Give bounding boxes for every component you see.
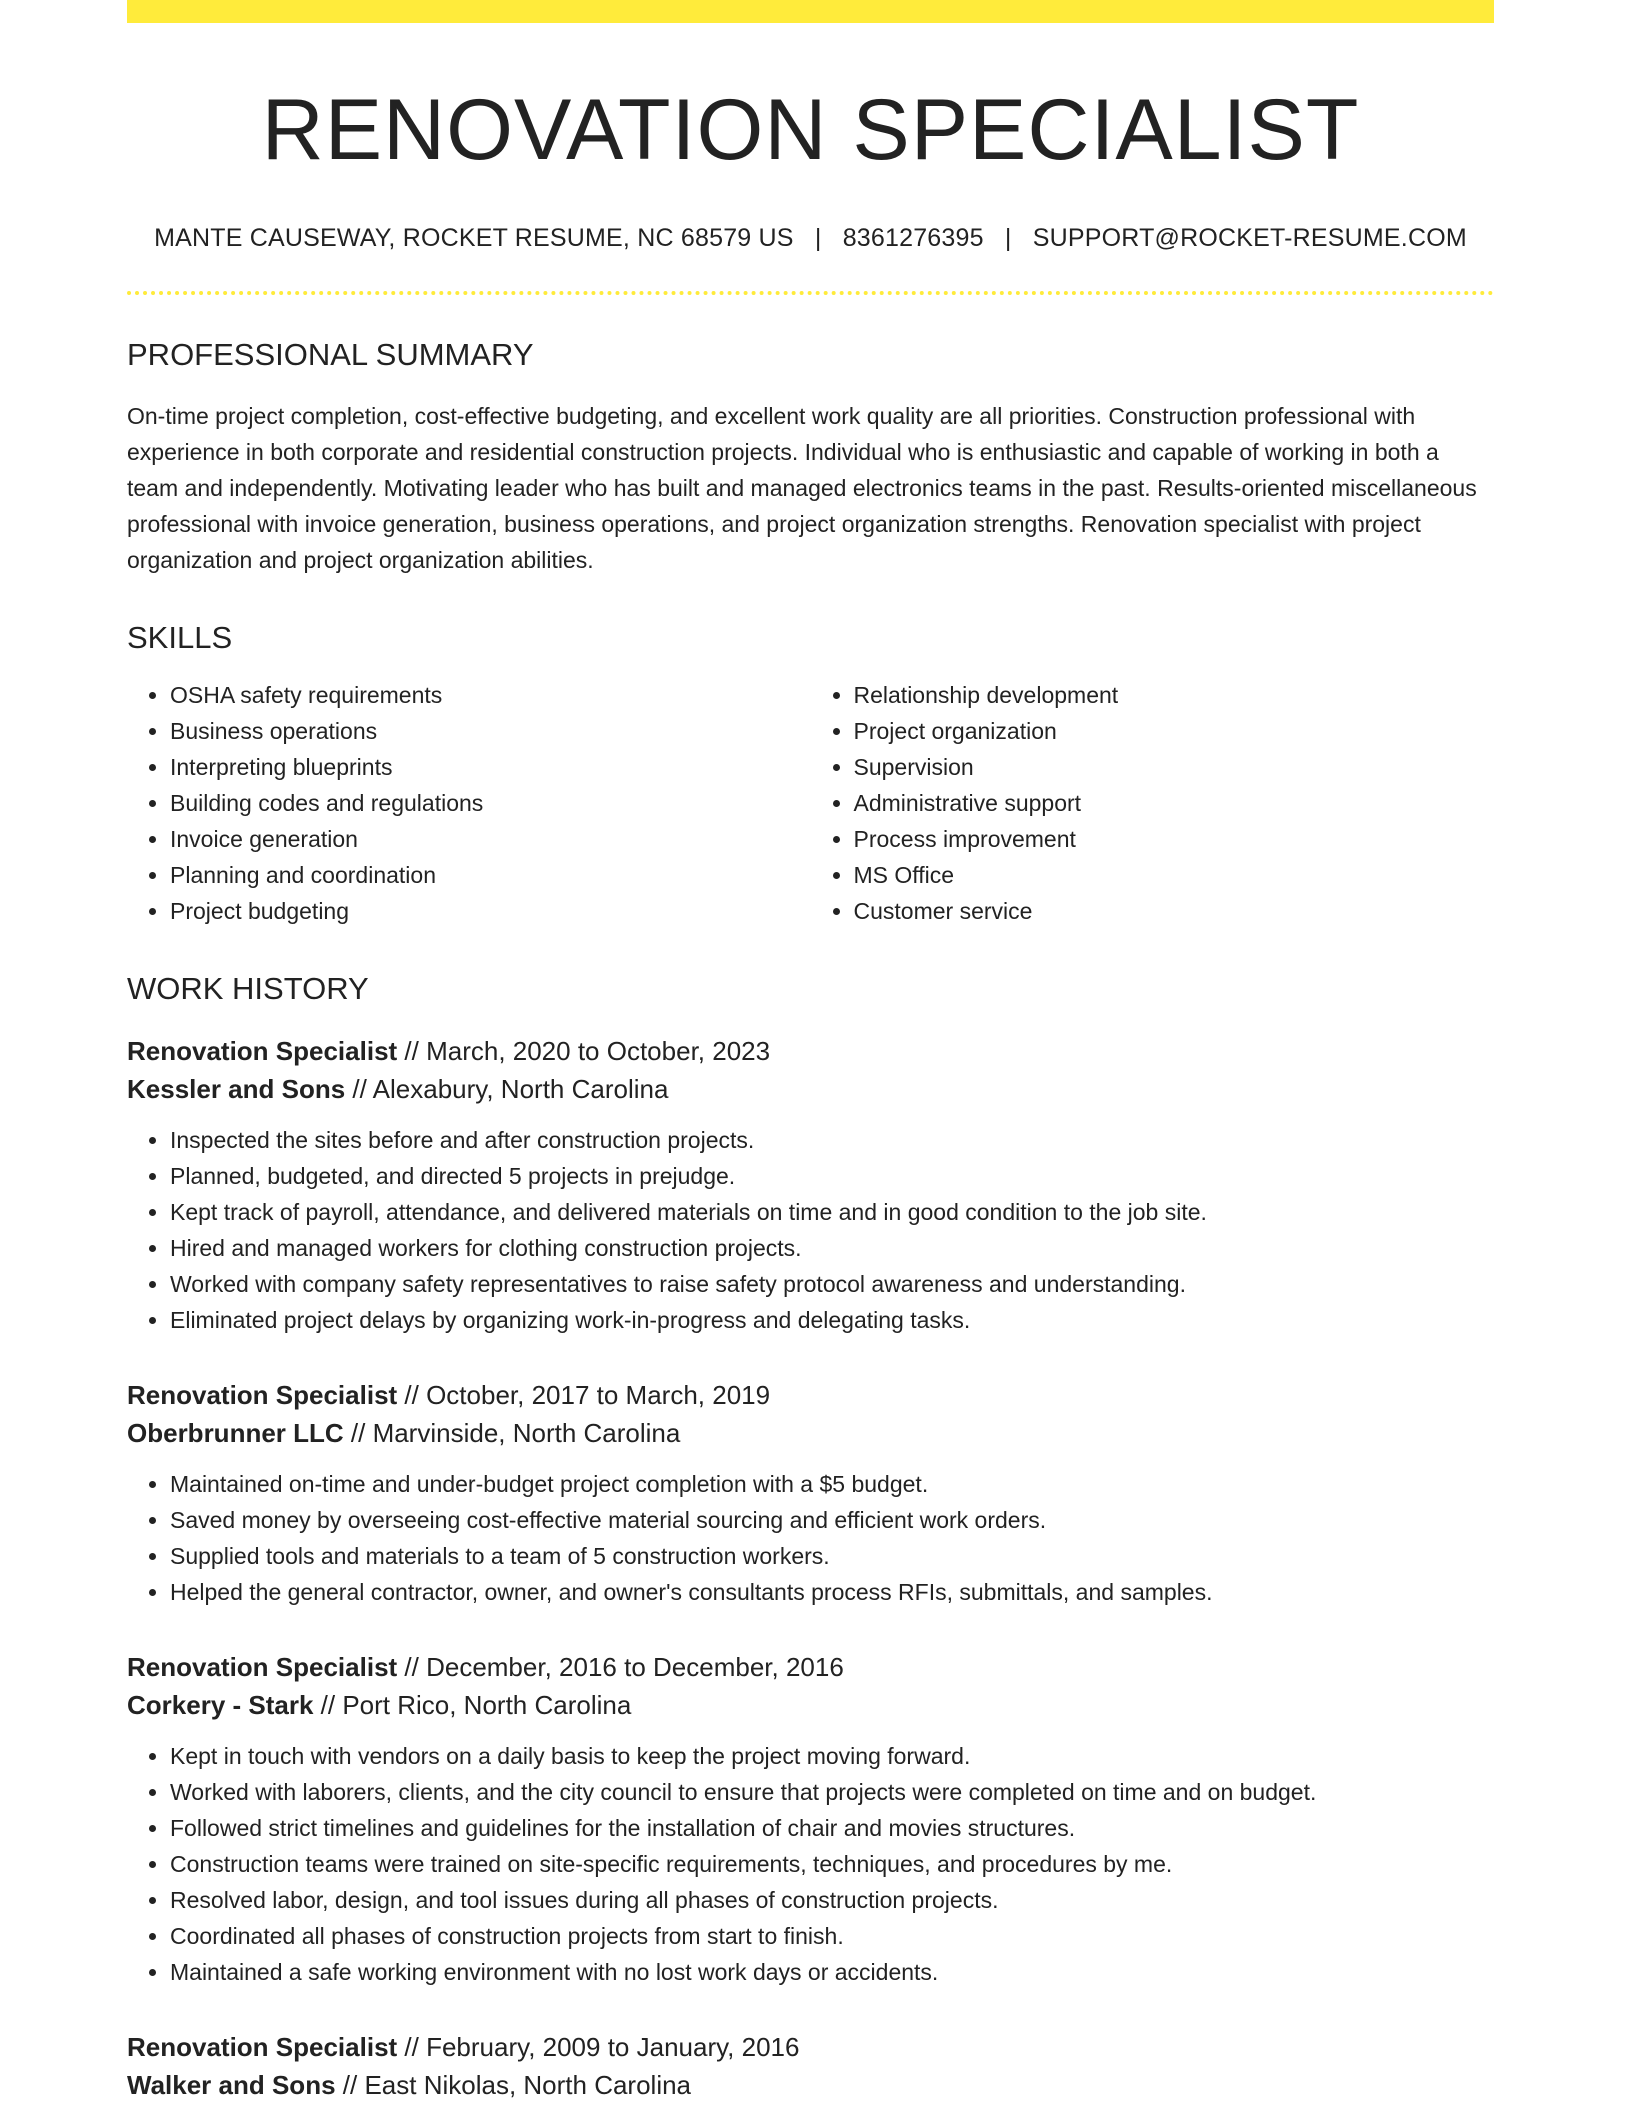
resume-title: RENOVATION SPECIALIST [261,82,1360,178]
skills-list [127,677,1494,929]
job-title-line [127,1376,1494,1414]
work-history-heading: WORK HISTORY [127,970,369,1006]
skill-item: • Interpreting blueprints [170,749,811,785]
job-company-line [127,1070,1494,1108]
job-role: Renovation Specialist [127,2031,398,2062]
skills-column-left [127,677,811,929]
job-bullet: • Eliminated project delays by organizing work-in-progress and delegating tasks. [170,1302,1494,1338]
skill-item: • Administrative support [854,785,1495,821]
skill-item: • Supervision [854,749,1495,785]
job-title-line [127,1648,1494,1686]
job-company-line [127,2066,1494,2104]
job-bullet: • Coordinated all phases of construction projects from start to finish. [170,1918,1494,1954]
job-company-line [127,1686,1494,1724]
job-bullet: • Saved money by overseeing cost-effective material sourcing and efficient work orders. [170,1502,1494,1538]
job-dates: // February, 2009 to January, 2016 [397,2031,800,2062]
job-location: // Port Rico, North Carolina [313,1689,632,1720]
skill-item: • Customer service [854,893,1495,929]
contact-address: MANTE CAUSEWAY, ROCKET RESUME, NC 68579 US [154,223,794,252]
contact-separator: | [814,223,822,252]
skill-item: • MS Office [854,857,1495,893]
job-dates: // October, 2017 to March, 2019 [397,1379,771,1410]
job-company: Kessler and Sons [127,1073,346,1104]
skill-item: • Relationship development [854,677,1495,713]
job-company: Oberbrunner LLC [127,1417,344,1448]
job-location: // Alexabury, North Carolina [345,1073,669,1104]
job-entry [127,1648,1494,1990]
job-bullet: • Worked with laborers, clients, and the city council to ensure that projects were completed on time and on budget. [170,1774,1494,1810]
job-bullet: • Construction teams were trained on site-specific requirements, techniques, and procedures by me. [170,1846,1494,1882]
skill-item: • Project organization [854,713,1495,749]
dotted-divider [127,291,1494,295]
job-bullet: • Maintained on-time and under-budget project completion with a $5 budget. [170,1466,1494,1502]
job-bullet: • Hired and managed workers for clothing construction projects. [170,1230,1494,1266]
skill-item: • Invoice generation [170,821,811,857]
job-dates: // March, 2020 to October, 2023 [397,1035,771,1066]
job-company: Walker and Sons [127,2069,336,2100]
skill-item: • Process improvement [854,821,1495,857]
job-company: Corkery - Stark [127,1689,314,1720]
job-bullet: • Inspected the sites before and after construction projects. [170,1122,1494,1158]
job-location: // East Nikolas, North Carolina [335,2069,692,2100]
job-role: Renovation Specialist [127,1379,398,1410]
skill-item: • Building codes and regulations [170,785,811,821]
job-company-line [127,1414,1494,1452]
job-dates: // December, 2016 to December, 2016 [397,1651,844,1682]
job-entry [127,2028,1494,2104]
job-bullet: • Worked with company safety representatives to raise safety protocol awareness and understanding. [170,1266,1494,1302]
job-bullet: • Resolved labor, design, and tool issues during all phases of construction projects. [170,1882,1494,1918]
resume-page [127,0,1494,2104]
job-title-line [127,2028,1494,2066]
job-bullet: • Supplied tools and materials to a team of 5 construction workers. [170,1538,1494,1574]
skill-item: • Project budgeting [170,893,811,929]
summary-heading: PROFESSIONAL SUMMARY [127,336,534,372]
job-bullets [127,1122,1494,1338]
job-role: Renovation Specialist [127,1651,398,1682]
accent-bar [127,0,1494,23]
job-location: // Marvinside, North Carolina [343,1417,681,1448]
job-bullets [127,1466,1494,1610]
job-bullet: • Maintained a safe working environment with no lost work days or accidents. [170,1954,1494,1990]
contact-email[interactable]: SUPPORT@ROCKET-RESUME.COM [1032,223,1467,252]
job-bullet: • Planned, budgeted, and directed 5 projects in prejudge. [170,1158,1494,1194]
skill-item: • Planning and coordination [170,857,811,893]
contact-line [127,224,1494,253]
job-bullet: • Followed strict timelines and guidelines for the installation of chair and movies structures. [170,1810,1494,1846]
job-entry [127,1032,1494,1338]
contact-separator: | [1004,223,1012,252]
job-entry [127,1376,1494,1610]
summary-text: On-time project completion, cost-effective budgeting, and excellent work quality are all priorities. Construction professional with experience in both corporate and residential construction projects. Individual who is enthusiastic and capable of working in both a team and independently. Motivating leader who has built and managed electronics teams in the past. Results-oriented miscellaneous professional with invoice generation, business operations, and project organization strengths. Renovation specialist with project organization and project organization abilities. [127,402,1477,573]
job-bullet: • Helped the general contractor, owner, and owner's consultants process RFIs, submittals, and samples. [170,1574,1494,1610]
skills-column-right [811,677,1495,929]
job-title-line [127,1032,1494,1070]
skills-heading: SKILLS [127,619,233,655]
skill-item: • OSHA safety requirements [170,677,811,713]
job-bullets [127,1738,1494,1990]
job-bullet: • Kept track of payroll, attendance, and delivered materials on time and in good condition to the job site. [170,1194,1494,1230]
skill-item: • Business operations [170,713,811,749]
job-bullet: • Kept in touch with vendors on a daily basis to keep the project moving forward. [170,1738,1494,1774]
contact-phone: 8361276395 [842,223,984,252]
job-role: Renovation Specialist [127,1035,398,1066]
